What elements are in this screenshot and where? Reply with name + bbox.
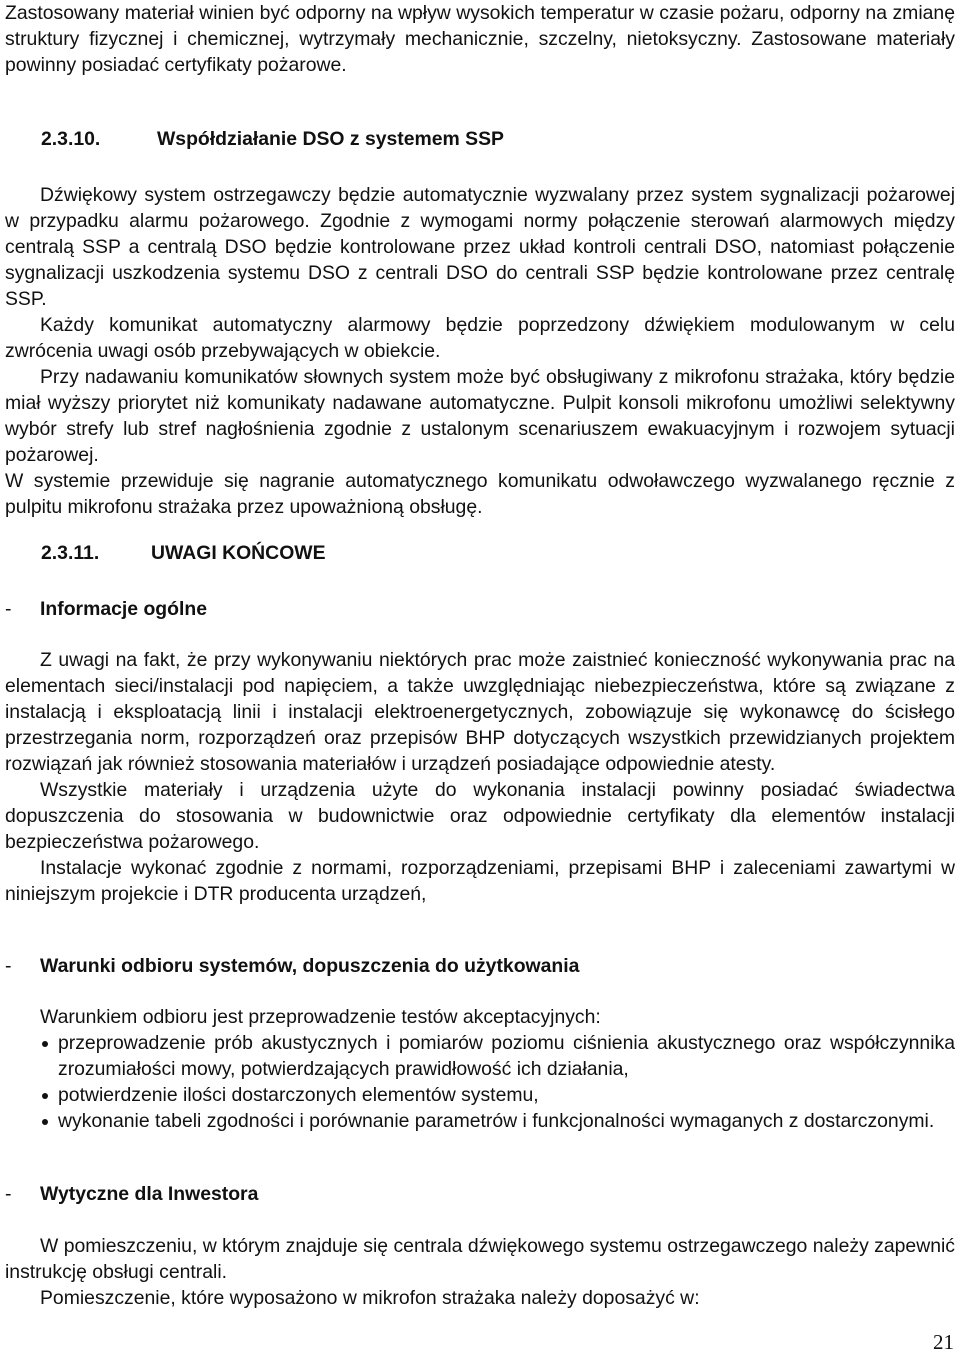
acceptance-body [5, 1004, 955, 1134]
investor-paragraph-2: Pomieszczenie, które wyposażono w mikrofon strażaka należy doposażyć w: [40, 1287, 700, 1309]
investor-heading [5, 1181, 258, 1207]
dso-ssp-paragraph-2: Każdy komunikat automatyczny alarmowy będzie poprzedzony dźwiękiem modulowanym w celu zwrócenia uwagi osób przebywających w obiekcie. [5, 314, 955, 362]
section-2-3-10-body [5, 182, 955, 520]
info-paragraph-1: Z uwagi na fakt, że przy wykonywaniu niektórych prac może zaistnieć konieczność wykonywania prac na elementach sieci/instalacji pod napięciem, a także uwzględniając niebezpieczeństwa, które są związane z instalacją i eksploatacją linii i instalacji elektroenergetycznych, zobowiązuje się wykonawcę do ścisłego przestrzegania norm, rozporządzeń oraz przepisów BHP dotyczących wszystkich przewidzianych projektem rozwiązań jak również stosowania materiałów i urządzeń posiadające odpowiednie atesty. [5, 649, 955, 775]
info-title: Informacje ogólne [40, 598, 207, 620]
dso-ssp-paragraph-4: W systemie przewiduje się nagranie automatycznego komunikatu odwoławczego wyzwalanego ręcznie z pulpitu mikrofonu strażaka przez upoważnioną obsługę. [5, 470, 955, 518]
acceptance-lead: Warunkiem odbioru jest przeprowadzenie testów akceptacyjnych: [40, 1006, 601, 1028]
list-item [5, 1030, 955, 1082]
acceptance-list [5, 1030, 955, 1134]
acceptance-title: Warunki odbioru systemów, dopuszczenia do użytkowania [40, 955, 580, 977]
section-2-3-11-title: UWAGI KOŃCOWE [151, 542, 326, 564]
section-2-3-11-number: 2.3.11. [41, 542, 100, 564]
investor-paragraph-1: W pomieszczeniu, w którym znajduje się centrala dźwiękowego systemu ostrzegawczego należy zapewnić instrukcję obsługi centrali. [5, 1235, 955, 1283]
info-paragraph-2: Wszystkie materiały i urządzenia użyte do wykonania instalacji powinny posiadać świadectwa dopuszczenia do stosowania w budownictwie oraz odpowiednie certyfikaty dla elementów instalacji bezpieczeństwa pożarowego. [5, 779, 955, 853]
list-item [5, 1082, 955, 1108]
info-paragraph-3: Instalacje wykonać zgodnie z normami, rozporządzeniami, przepisami BHP i zaleceniami zawartymi w niniejszym projekcie i DTR producenta urządzeń, [5, 857, 955, 905]
page-number: 21 [933, 1330, 954, 1354]
bullet-icon [42, 1093, 48, 1099]
acceptance-heading [5, 953, 579, 979]
bullet-icon [42, 1119, 48, 1125]
info-dash: - [5, 598, 12, 620]
list-item-text: przeprowadzenie prób akustycznych i pomiarów poziomu ciśnienia akustycznego oraz współczynnika zrozumiałości mowy, potwierdzających prawidłowość ich działania, [58, 1032, 955, 1080]
investor-dash: - [5, 1183, 12, 1205]
info-heading [5, 596, 207, 622]
list-item [5, 1108, 955, 1134]
bullet-icon [42, 1041, 48, 1047]
list-item-text: wykonanie tabeli zgodności i porównanie parametrów i funkcjonalności wymaganych z dostarczonymi. [58, 1110, 935, 1132]
info-body [5, 647, 955, 907]
acceptance-dash: - [5, 955, 12, 977]
investor-title: Wytyczne dla Inwestora [40, 1183, 259, 1205]
section-2-3-10-number: 2.3.10. [41, 128, 101, 150]
dso-ssp-paragraph-1: Dźwiękowy system ostrzegawczy będzie automatycznie wyzwalany przez system sygnalizacji pożarowej w przypadku alarmu pożarowego. Zgodnie z wymogami normy połączenie sterowań alarmowych między centralą SSP a centralą DSO będzie kontrolowane przez układ kontroli centrali DSO, natomiast połączenie sygnalizacji uszkodzenia systemu DSO z centrali DSO do centrali SSP będzie kontrolowane przez centralę SSP. [5, 184, 955, 310]
intro-block [5, 0, 955, 78]
investor-body [5, 1233, 955, 1311]
list-item-text: potwierdzenie ilości dostarczonych elementów systemu, [58, 1084, 539, 1106]
section-2-3-10-title: Współdziałanie DSO z systemem SSP [157, 128, 504, 150]
dso-ssp-paragraph-3: Przy nadawaniu komunikatów słownych system może być obsługiwany z mikrofonu strażaka, który będzie miał wyższy priorytet niż komunikaty nadawane automatyczne. Pulpit konsoli mikrofonu umożliwi selektywny wybór strefy lub stref nagłośnienia zgodnie z ustalonym scenariuszem ewakuacyjnym i rozwojem sytuacji pożarowej. [5, 366, 955, 466]
intro-paragraph: Zastosowany materiał winien być odporny na wpływ wysokich temperatur w czasie pożaru, odporny na zmianę struktury fizycznej i chemicznej, wytrzymały mechanicznie, szczelny, nietoksyczny. Zastosowane materiały powinny posiadać certyfikaty pożarowe. [5, 2, 955, 76]
